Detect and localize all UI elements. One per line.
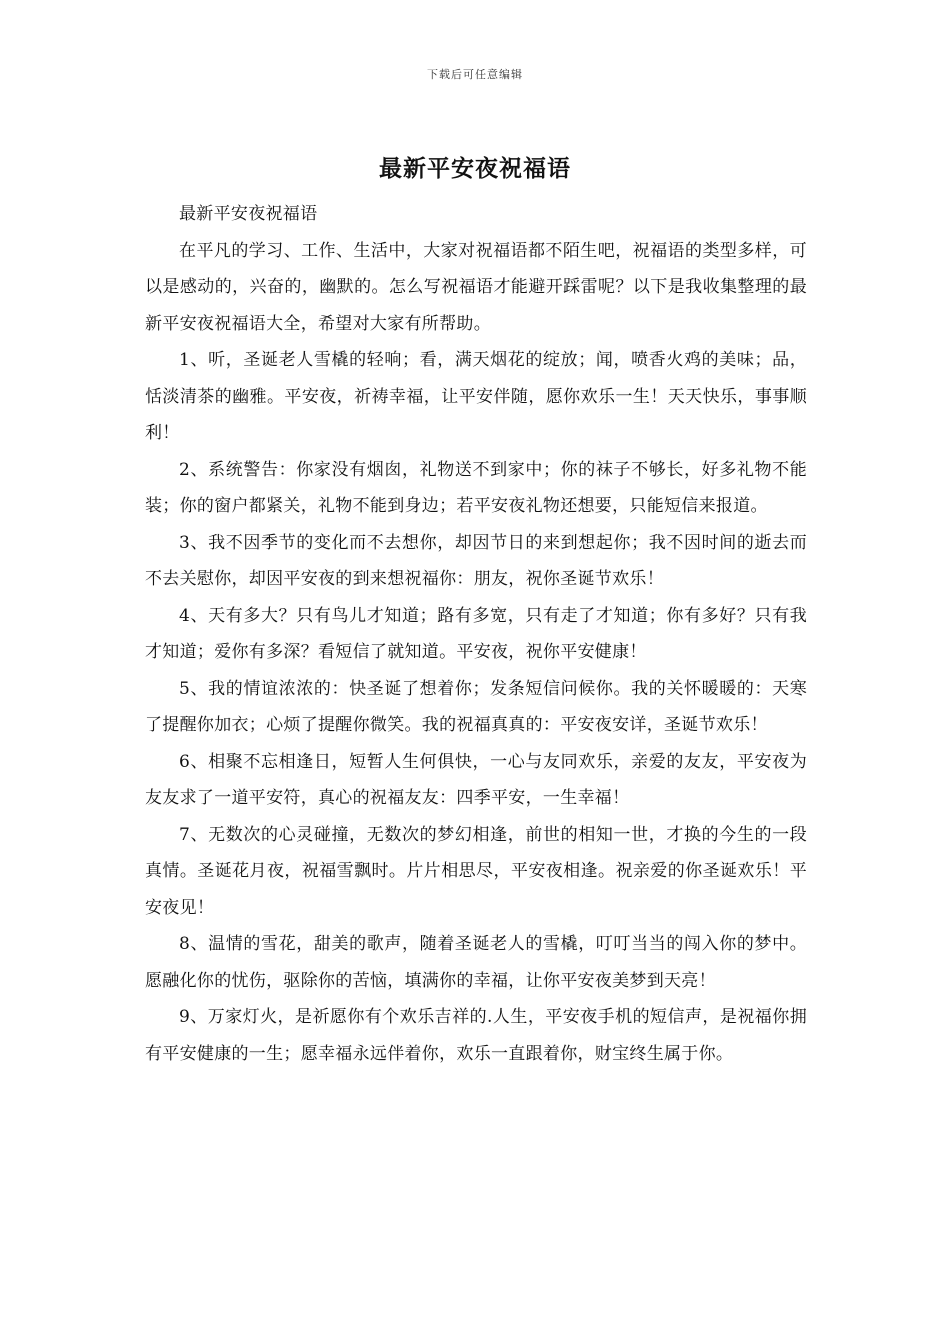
- blessing-item-1: 1、听，圣诞老人雪橇的轻响；看，满天烟花的绽放；闻，喷香火鸡的美味；品，恬淡清茶的幽雅。平安夜，祈祷幸福，让平安伴随，愿你欢乐一生！天天快乐，事事顺利！: [145, 350, 807, 443]
- blessing-item-6: 6、相聚不忘相逢日，短暂人生何俱快，一心与友同欢乐，亲爱的友友，平安夜为友友求了一道平安符，真心的祝福友友：四季平安，一生幸福！: [145, 751, 807, 808]
- blessing-item-5: 5、我的情谊浓浓的：快圣诞了想着你；发条短信问候你。我的关怀暖暖的：天寒了提醒你加衣；心烦了提醒你微笑。我的祝福真真的：平安夜安详，圣诞节欢乐！: [145, 678, 807, 735]
- subtitle-paragraph: 最新平安夜祝福语: [179, 204, 318, 224]
- header-note: 下载后可任意编辑: [427, 68, 523, 81]
- blessing-item-7: 7、无数次的心灵碰撞，无数次的梦幻相逢，前世的相知一世，才换的今生的一段真情。圣诞花月夜，祝福雪飘时。片片相思尽，平安夜相逢。祝亲爱的你圣诞欢乐！平安夜见！: [145, 824, 807, 918]
- blessing-item-8: 8、温情的雪花，甜美的歌声，随着圣诞老人的雪橇，叮叮当当的闯入你的梦中。愿融化你的忧伤，驱除你的苦恼，填满你的幸福，让你平安夜美梦到天亮！: [145, 934, 807, 991]
- blessing-item-3: 3、我不因季节的变化而不去想你，却因节日的来到想起你；我不因时间的逝去而不去关慰你，却因平安夜的到来想祝福你：朋友，祝你圣诞节欢乐！: [145, 532, 807, 589]
- blessing-item-2: 2、系统警告：你家没有烟囱，礼物送不到家中；你的袜子不够长，好多礼物不能装；你的窗户都紧关，礼物不能到身边；若平安夜礼物还想要，只能短信来报道。: [145, 459, 807, 516]
- document-title: 最新平安夜祝福语: [379, 155, 571, 182]
- document-body: [145, 196, 807, 1072]
- blessing-item-9: 9、万家灯火，是祈愿你有个欢乐吉祥的.人生，平安夜手机的短信声，是祝福你拥有平安健康的一生；愿幸福永远伴着你，欢乐一直跟着你，财宝终生属于你。: [145, 1007, 807, 1064]
- blessing-item-4: 4、天有多大？只有鸟儿才知道；路有多宽，只有走了才知道；你有多好？只有我才知道；爱你有多深？看短信了就知道。平安夜，祝你平安健康！: [145, 605, 807, 662]
- intro-paragraph: 在平凡的学习、工作、生活中，大家对祝福语都不陌生吧，祝福语的类型多样，可以是感动的，兴奋的，幽默的。怎么写祝福语才能避开踩雷呢？以下是我收集整理的最新平安夜祝福语大全，希望对大家有所帮助。: [145, 240, 807, 334]
